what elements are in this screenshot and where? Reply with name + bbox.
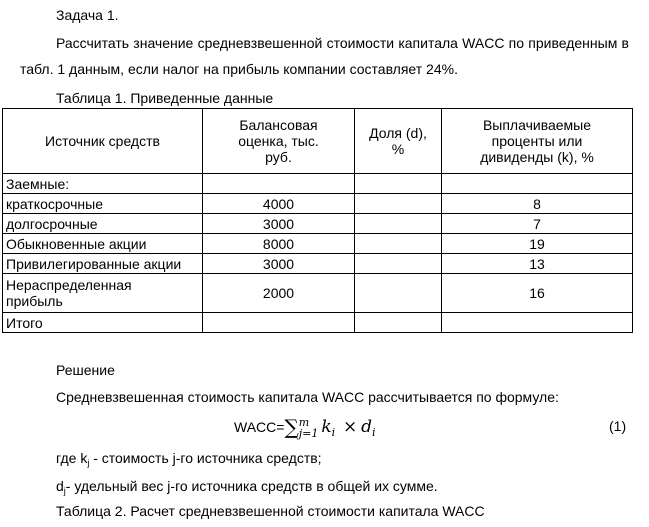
cell-share bbox=[355, 174, 442, 194]
formula-number: (1) bbox=[609, 418, 627, 434]
cell-balance: 4000 bbox=[203, 194, 355, 214]
formula-intro: Средневзвешенная стоимость капитала WACC рассчитывается по формуле: bbox=[56, 389, 559, 405]
cell-source: Обыкновенные акции bbox=[3, 234, 203, 254]
cell-share bbox=[355, 254, 442, 274]
table-row bbox=[3, 214, 633, 234]
sum-lower: j=1 bbox=[298, 427, 319, 441]
solution-title: Решение bbox=[56, 362, 115, 378]
formula-d: d bbox=[361, 417, 373, 437]
cell-source: Заемные: bbox=[3, 174, 203, 194]
cell-balance: 3000 bbox=[203, 214, 355, 234]
cell-interest: 8 bbox=[442, 194, 633, 214]
cell-interest: 7 bbox=[442, 214, 633, 234]
cell-balance: 2000 bbox=[203, 274, 355, 313]
cell-interest bbox=[442, 313, 633, 333]
def-k-text: - стоимость j-го источника средств; bbox=[89, 450, 322, 466]
formula-k-sub: i bbox=[331, 425, 336, 439]
table1-caption: Таблица 1. Приведенные данные bbox=[56, 90, 274, 106]
cell-source: краткосрочные bbox=[3, 194, 203, 214]
header-share: Доля (d), % bbox=[355, 109, 442, 174]
cell-source: Привилегированные акции bbox=[3, 254, 203, 274]
cell-share bbox=[355, 234, 442, 254]
cell-balance bbox=[203, 313, 355, 333]
cell-balance: 3000 bbox=[203, 254, 355, 274]
table-row bbox=[3, 274, 633, 313]
cell-interest: 19 bbox=[442, 234, 633, 254]
table-row bbox=[3, 174, 633, 194]
definition-k bbox=[56, 450, 322, 468]
table-row bbox=[3, 194, 633, 214]
cell-source: Нераспределенная прибыль bbox=[3, 274, 203, 313]
cell-share bbox=[355, 194, 442, 214]
table2-caption: Таблица 2. Расчет средневзвешенной стоимости капитала WACC bbox=[56, 503, 485, 519]
sum-symbol: ∑ bbox=[284, 415, 299, 439]
task-title: Задача 1. bbox=[56, 7, 119, 23]
cell-balance: 8000 bbox=[203, 234, 355, 254]
table-row bbox=[3, 234, 633, 254]
def-d-text: - удельный вес j-го источника средств в общей их сумме. bbox=[65, 478, 438, 494]
table1 bbox=[2, 108, 633, 333]
table1-header-row bbox=[3, 109, 633, 174]
table-row bbox=[3, 254, 633, 274]
cell-source: долгосрочные bbox=[3, 214, 203, 234]
header-interest: Выплачиваемые проценты или дивиденды (k), % bbox=[442, 109, 633, 174]
sum-limits bbox=[299, 417, 319, 439]
cell-source: Итого bbox=[3, 313, 203, 333]
formula-d-sub: i bbox=[372, 425, 376, 439]
header-balance: Балансовая оценка, тыс. руб. bbox=[203, 109, 355, 174]
definition-d bbox=[56, 478, 438, 496]
def-d-prefix: d bbox=[56, 478, 64, 494]
cell-balance bbox=[203, 174, 355, 194]
def-d-sub: j bbox=[63, 486, 66, 496]
def-k-prefix: где k bbox=[56, 450, 88, 466]
task-statement-line-1: Рассчитать значение средневзвешенной стоимости капитала WACC по приведенным в bbox=[56, 35, 629, 51]
formula-k: k bbox=[321, 417, 332, 437]
sum-upper: m bbox=[298, 416, 310, 430]
cell-share bbox=[355, 214, 442, 234]
table-row bbox=[3, 313, 633, 333]
cell-interest: 16 bbox=[442, 274, 633, 313]
header-source: Источник средств bbox=[3, 109, 203, 174]
cell-interest bbox=[442, 174, 633, 194]
wacc-formula bbox=[234, 410, 376, 448]
task-statement-line-2: табл. 1 данным, если налог на прибыль компании составляет 24%. bbox=[20, 61, 458, 77]
cell-interest: 13 bbox=[442, 254, 633, 274]
def-k-sub: j bbox=[87, 458, 90, 468]
cell-share bbox=[355, 274, 442, 313]
cell-share bbox=[355, 313, 442, 333]
formula-times: × bbox=[342, 417, 358, 437]
formula-lhs: WACC= bbox=[234, 419, 285, 435]
